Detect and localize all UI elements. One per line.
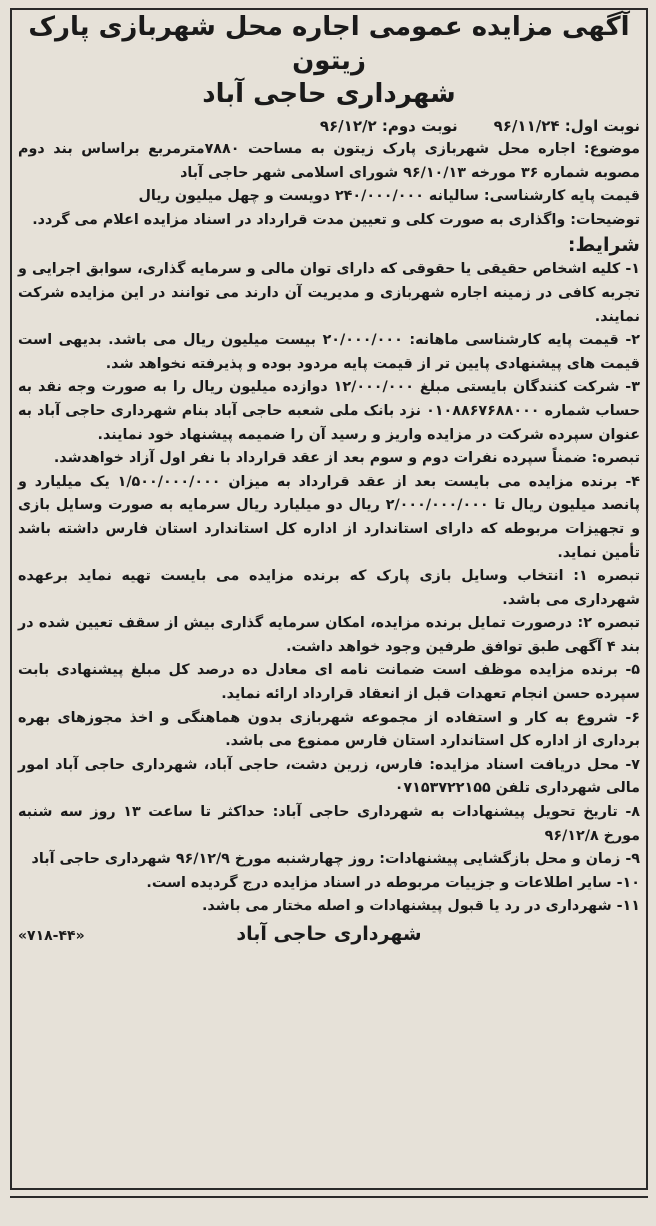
signature: شهرداری حاجی آباد — [236, 923, 422, 945]
turn-second: نوبت دوم: ۹۶/۱۲/۲ — [319, 117, 458, 135]
notice-title: آگهی مزایده عمومی اجاره محل شهربازی پارک زیتون — [28, 12, 630, 76]
condition-item: ۵- برنده مزایده موظف است ضمانت نامه ای معادل ده درصد کل مبلغ پیشنهادی بابت سپرده حسن انجام تعهدات قبل از انعقاد قرارداد ارائه نماید. — [18, 662, 640, 703]
condition-item: ۷- محل دریافت اسناد مزایده: فارس، زرین دشت، حاجی آباد، شهرداری حاجی آباد امور مالی شهرداری تلفن ۰۷۱۵۳۷۲۲۱۵۵ — [18, 756, 640, 797]
condition-item: ۱- کلیه اشخاص حقیقی یا حقوقی که دارای توان مالی و سرمایه گذاری، سوابق اجرایی و تجربه کافی در زمینه اجاره شهربازی و مدیریت آن دارند می توانند در این مزایده شرکت نمایند. — [18, 261, 640, 325]
notice-body — [18, 10, 640, 947]
condition-note: تبصره: ضمناً سپرده نفرات دوم و سوم بعد از عقد قرارداد با نفر اول آزاد خواهدشد. — [53, 450, 640, 467]
ad-code: «۷۱۸-۴۴» — [18, 928, 85, 944]
condition-item: ۲- قیمت پایه کارشناسی ماهانه: ۲۰/۰۰۰/۰۰۰ بیست میلیون ریال می باشد. بدیهی است قیمت های پیشنهادی پایین تر از قیمت پایه مردود بوده و پذیرفته نخواهد شد. — [18, 332, 640, 372]
condition-item: ۸- تاریخ تحویل پیشنهادات به شهرداری حاجی آباد: حداکثر تا ساعت ۱۳ روز سه شنبه مورخ ۹۶/۱۲/۸ — [18, 804, 640, 844]
publication-turns — [18, 114, 640, 138]
base-price-text: قیمت پایه کارشناسی: سالیانه ۲۴۰/۰۰۰/۰۰۰ دویست و چهل میلیون ریال — [138, 188, 640, 205]
condition-note: تبصره ۲: درصورت تمایل برنده مزایده، امکان سرمایه گذاری بیش از سقف تعیین شده در بند ۴ آگهی طبق توافق طرفین وجود خواهد داشت. — [18, 615, 640, 655]
condition-item: ۶- شروع به کار و استفاده از مجموعه شهربازی بدون هماهنگی و اخذ مجوزهای بهره برداری از اداره کل استاندارد استان فارس ممنوع می باشد. — [18, 709, 640, 750]
condition-item: ۹- زمان و محل بازگشایی پیشنهادات: روز چهارشنبه مورخ ۹۶/۱۲/۹ شهرداری حاجی آباد — [31, 851, 640, 868]
condition-item: ۱۱- شهرداری در رد یا قبول پیشنهادات و اصله مختار می باشد. — [201, 898, 640, 915]
conditions-list — [18, 258, 640, 919]
subject-text: موضوع: اجاره محل شهربازی پارک زیتون به مساحت ۷۸۸۰مترمربع براساس بند دوم مصوبه شماره ۳۶ مورخه ۹۶/۱۰/۱۳ شورای اسلامی شهر حاجی آباد — [18, 141, 640, 181]
conditions-heading: شرایط: — [567, 234, 640, 257]
signature-row — [18, 921, 640, 947]
next-clipping-edge — [10, 1196, 648, 1220]
notice-subtitle: شهرداری حاجی آباد — [202, 79, 456, 109]
condition-item: ۱۰- سایر اطلاعات و جزییات مربوطه در اسناد مزایده درج گردیده است. — [146, 874, 640, 891]
explanation-text: توضیحات: واگذاری به صورت کلی و تعیین مدت قرارداد در اسناد مزایده اعلام می گردد. — [32, 211, 640, 228]
turn-first: نوبت اول: ۹۶/۱۱/۲۴ — [493, 117, 640, 135]
condition-item: ۴- برنده مزایده می بایست بعد از عقد قرارداد به میزان ۱/۵۰۰/۰۰۰/۰۰۰ یک میلیارد و پانصد میلیون ریال تا ۲/۰۰۰/۰۰۰/۰۰۰ ریال دو میلیارد ریال سرمایه به صورت وسایل بازی و تجهیزات مربوطه که دارای استاندارد از اداره کل استاندارد استان فارس داشته باشد تأمین نماید. — [18, 473, 641, 561]
condition-item: ۳- شرکت کنندگان بایستی مبلغ ۱۲/۰۰۰/۰۰۰ دوازده میلیون ریال را به صورت وجه نقد به حساب شماره ۰۱۰۸۸۶۷۶۸۸۰۰۰ نزد بانک ملی شعبه حاجی آباد بنام شهرداری حاجی آباد به عنوان سپرده شرکت در مزایده واریز و رسید آن را ضمیمه پیشنهاد خود نمایند. — [18, 379, 640, 443]
condition-note: تبصره ۱: انتخاب وسایل بازی پارک که برنده مزایده می بایست تهیه نماید برعهده شهرداری می باشد. — [18, 568, 640, 608]
